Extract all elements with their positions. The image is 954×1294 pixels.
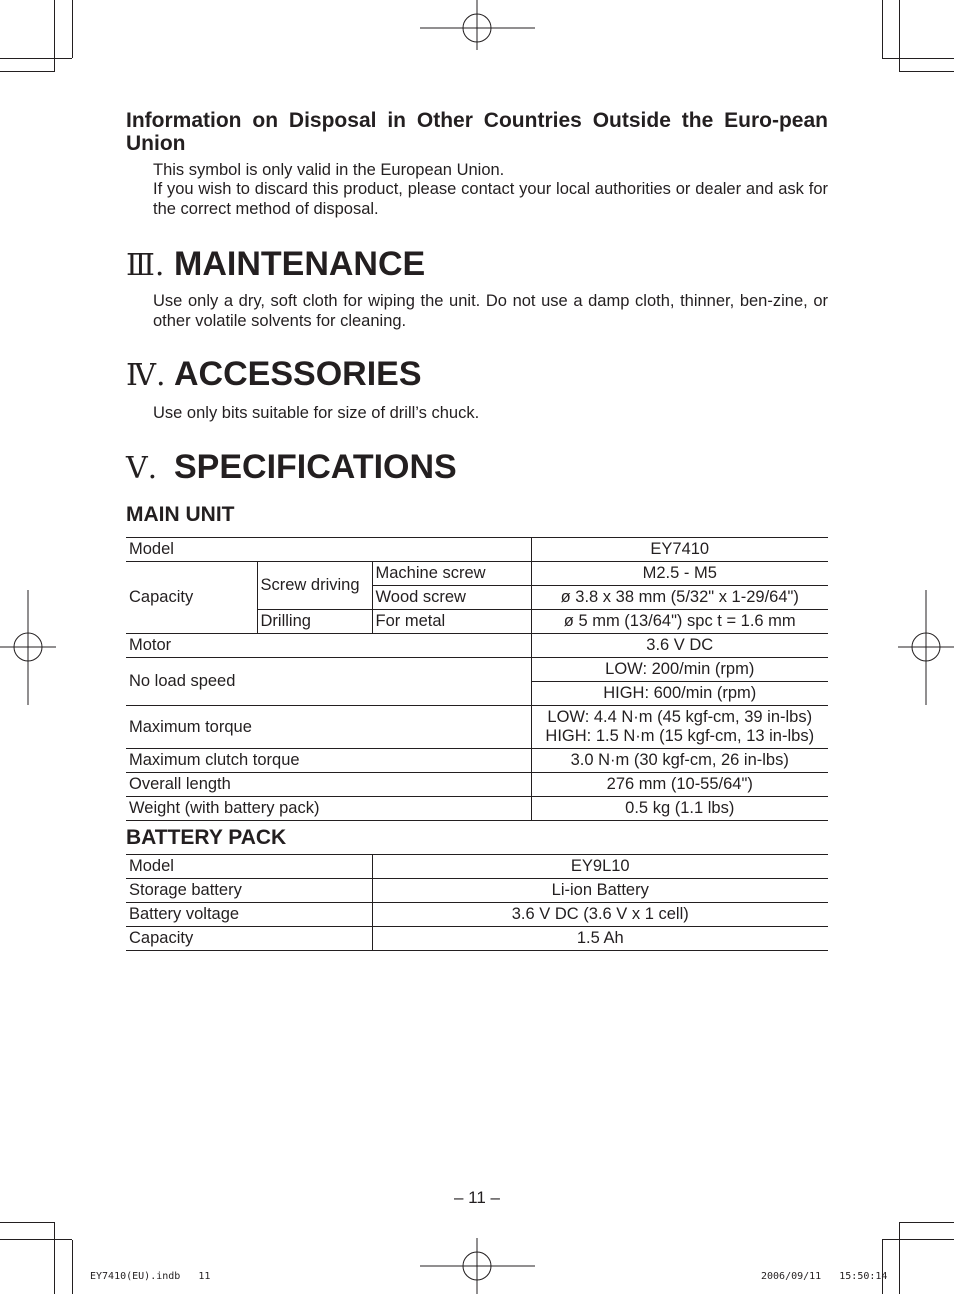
battery-pack-title: BATTERY PACK (126, 826, 287, 849)
max-torque-low: LOW: 4.4 N·m (45 kgf-cm, 39 in-lbs) (547, 708, 813, 726)
spec-value: HIGH: 600/min (rpm) (531, 682, 828, 706)
spec-label: Motor (126, 634, 531, 658)
table-row (126, 658, 828, 682)
maintenance-title-text: MAINTENANCE (174, 245, 426, 283)
main-unit-title: MAIN UNIT (126, 503, 235, 526)
spec-value (531, 706, 828, 749)
accessories-numeral: Ⅳ. (126, 358, 166, 393)
registration-mark-top (420, 0, 535, 60)
spec-label: Overall length (126, 773, 531, 797)
specifications-numeral: Ⅴ. (126, 451, 158, 486)
disposal-heading: Information on Disposal in Other Countries Outside the Euro-pean Union (126, 109, 828, 155)
accessories-title (126, 355, 422, 395)
accessories-title-text: ACCESSORIES (174, 355, 422, 393)
spec-value: 1.5 Ah (372, 927, 828, 951)
registration-mark-bottom (420, 1238, 535, 1294)
spec-label: Maximum clutch torque (126, 749, 531, 773)
table-row (126, 879, 828, 903)
spec-value: ø 3.8 x 38 mm (5/32" x 1-29/64") (531, 586, 828, 610)
spec-value: Li-ion Battery (372, 879, 828, 903)
spec-label: Machine screw (372, 562, 531, 586)
spec-value: ø 5 mm (13/64") spc t = 1.6 mm (531, 610, 828, 634)
max-torque-high: HIGH: 1.5 N·m (15 kgf-cm, 13 in-lbs) (545, 727, 815, 745)
spec-label: Maximum torque (126, 706, 531, 749)
table-row (126, 538, 828, 562)
table-row (126, 562, 828, 586)
spec-label: No load speed (126, 658, 531, 706)
spec-label: Screw driving (257, 562, 372, 610)
slug-timestamp: 2006/09/11 15:50:14 (761, 1271, 888, 1282)
spec-label: Wood screw (372, 586, 531, 610)
page-number: – 11 – (453, 1188, 500, 1207)
specifications-title-text: SPECIFICATIONS (174, 448, 457, 486)
registration-mark-left (0, 590, 56, 705)
table-row (126, 634, 828, 658)
spec-label: Model (126, 855, 372, 879)
spec-label: Model (126, 538, 531, 562)
spec-value: EY7410 (531, 538, 828, 562)
maintenance-text: Use only a dry, soft cloth for wiping the unit. Do not use a damp cloth, thinner, ben-zine, or other volatile solvents for cleaning. (153, 292, 828, 330)
maintenance-numeral: Ⅲ. (126, 248, 165, 283)
spec-value: EY9L10 (372, 855, 828, 879)
registration-mark-right (898, 590, 954, 705)
spec-value: 0.5 kg (1.1 lbs) (531, 797, 828, 821)
slug-file-info: EY7410(EU).indb 11 (90, 1271, 211, 1282)
table-row (126, 927, 828, 951)
table-row (126, 706, 828, 749)
table-row (126, 773, 828, 797)
spec-label: Storage battery (126, 879, 372, 903)
spec-label: Capacity (126, 562, 257, 634)
table-row (126, 749, 828, 773)
maintenance-title (126, 245, 425, 285)
spec-label: Weight (with battery pack) (126, 797, 531, 821)
disposal-paragraph-1: This symbol is only valid in the European Union. (153, 161, 505, 179)
disposal-paragraph-2: If you wish to discard this product, please contact your local authorities or dealer and ask for the correct method of disposal. (153, 180, 828, 218)
table-row (126, 903, 828, 927)
specifications-title (126, 448, 457, 488)
spec-value: 3.6 V DC (531, 634, 828, 658)
spec-value: LOW: 200/min (rpm) (531, 658, 828, 682)
main-unit-table (126, 537, 828, 821)
spec-value: 3.6 V DC (3.6 V x 1 cell) (372, 903, 828, 927)
spec-label: Battery voltage (126, 903, 372, 927)
spec-value: 3.0 N·m (30 kgf-cm, 26 in-lbs) (531, 749, 828, 773)
table-row (126, 797, 828, 821)
spec-label: Drilling (257, 610, 372, 634)
spec-value: 276 mm (10-55/64") (531, 773, 828, 797)
spec-label: Capacity (126, 927, 372, 951)
spec-value: M2.5 - M5 (531, 562, 828, 586)
table-row (126, 855, 828, 879)
battery-pack-table (126, 854, 828, 951)
accessories-text: Use only bits suitable for size of drill’s chuck. (153, 404, 480, 422)
spec-label: For metal (372, 610, 531, 634)
